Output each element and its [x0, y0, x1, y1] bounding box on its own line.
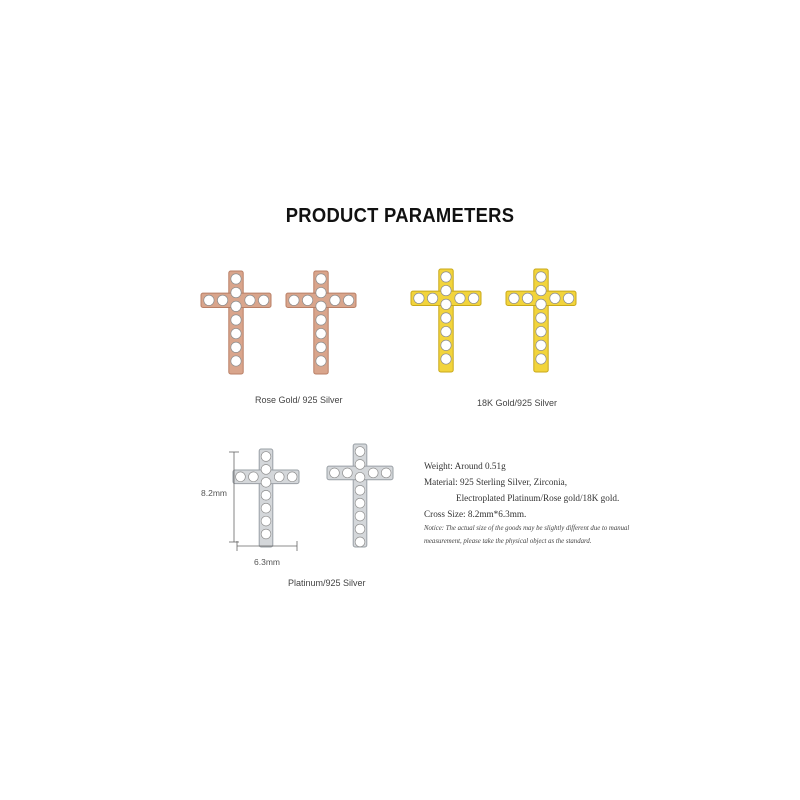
zirconia-stone	[316, 328, 326, 338]
zirconia-stone	[204, 295, 214, 305]
zirconia-stone	[355, 537, 365, 547]
zirconia-stone	[231, 301, 241, 311]
zirconia-stone	[441, 272, 451, 282]
zirconia-stone	[536, 313, 546, 323]
spec-material: Material: 925 Sterling Silver, Zirconia,	[424, 477, 568, 487]
zirconia-stone	[509, 293, 519, 303]
zirconia-stone	[381, 468, 391, 478]
zirconia-stone	[302, 295, 312, 305]
zirconia-stone	[536, 326, 546, 336]
platinum-cross-earring-right	[326, 443, 394, 548]
zirconia-stone	[355, 524, 365, 534]
zirconia-stone	[261, 452, 271, 462]
zirconia-stone	[217, 295, 227, 305]
rose-gold-caption: Rose Gold/ 925 Silver	[255, 395, 343, 405]
gold-cross-earring-left	[410, 268, 482, 373]
width-dimension-line	[235, 540, 300, 552]
zirconia-stone	[368, 468, 378, 478]
zirconia-stone	[536, 354, 546, 364]
zirconia-stone	[536, 272, 546, 282]
zirconia-stone	[261, 477, 271, 487]
zirconia-stone	[441, 299, 451, 309]
zirconia-stone	[261, 465, 271, 475]
zirconia-stone	[287, 472, 297, 482]
zirconia-stone	[258, 295, 268, 305]
zirconia-stone	[441, 326, 451, 336]
zirconia-stone	[355, 447, 365, 457]
zirconia-stone	[245, 295, 255, 305]
zirconia-stone	[536, 285, 546, 295]
zirconia-stone	[261, 529, 271, 539]
width-label: 6.3mm	[254, 557, 280, 567]
zirconia-stone	[261, 503, 271, 513]
notice-text: Notice: The actual size of the goods may be slightly different due to manual measurement, please take the physical object as the standard.	[424, 525, 630, 545]
zirconia-stone	[316, 342, 326, 352]
zirconia-stone	[231, 328, 241, 338]
zirconia-stone	[355, 511, 365, 521]
zirconia-stone	[455, 293, 465, 303]
spec-list	[424, 458, 619, 522]
zirconia-stone	[289, 295, 299, 305]
zirconia-stone	[330, 295, 340, 305]
gold-cross-earring-right	[505, 268, 577, 373]
rose-gold-cross-earring-right	[285, 270, 357, 375]
zirconia-stone	[316, 315, 326, 325]
zirconia-stone	[563, 293, 573, 303]
zirconia-stone	[427, 293, 437, 303]
zirconia-stone	[536, 299, 546, 309]
zirconia-stone	[468, 293, 478, 303]
zirconia-stone	[441, 340, 451, 350]
zirconia-stone	[316, 301, 326, 311]
zirconia-stone	[441, 313, 451, 323]
zirconia-stone	[355, 472, 365, 482]
zirconia-stone	[414, 293, 424, 303]
spec-material-cont: Electroplated Platinum/Rose gold/18K gold.	[456, 493, 620, 503]
zirconia-stone	[316, 287, 326, 297]
spec-weight: Weight: Around 0.51g	[424, 461, 506, 471]
zirconia-stone	[231, 274, 241, 284]
height-label: 8.2mm	[201, 488, 227, 498]
platinum-cross-earring-left	[232, 448, 300, 548]
zirconia-stone	[355, 498, 365, 508]
rose-gold-cross-earring-left	[200, 270, 272, 375]
zirconia-stone	[343, 295, 353, 305]
zirconia-stone	[343, 468, 353, 478]
zirconia-stone	[261, 490, 271, 500]
zirconia-stone	[441, 285, 451, 295]
zirconia-stone	[355, 485, 365, 495]
zirconia-stone	[522, 293, 532, 303]
zirconia-stone	[550, 293, 560, 303]
zirconia-stone	[231, 342, 241, 352]
zirconia-stone	[441, 354, 451, 364]
gold-caption: 18K Gold/925 Silver	[477, 398, 558, 408]
page-title: PRODUCT PARAMETERS	[285, 205, 515, 227]
height-dimension-line	[228, 450, 240, 545]
zirconia-stone	[249, 472, 259, 482]
platinum-caption: Platinum/925 Silver	[288, 578, 366, 588]
zirconia-stone	[330, 468, 340, 478]
zirconia-stone	[231, 315, 241, 325]
zirconia-stone	[536, 340, 546, 350]
zirconia-stone	[316, 356, 326, 366]
spec-size: Cross Size: 8.2mm*6.3mm.	[424, 509, 527, 519]
zirconia-stone	[316, 274, 326, 284]
zirconia-stone	[231, 356, 241, 366]
zirconia-stone	[355, 460, 365, 470]
zirconia-stone	[231, 287, 241, 297]
zirconia-stone	[274, 472, 284, 482]
zirconia-stone	[261, 516, 271, 526]
